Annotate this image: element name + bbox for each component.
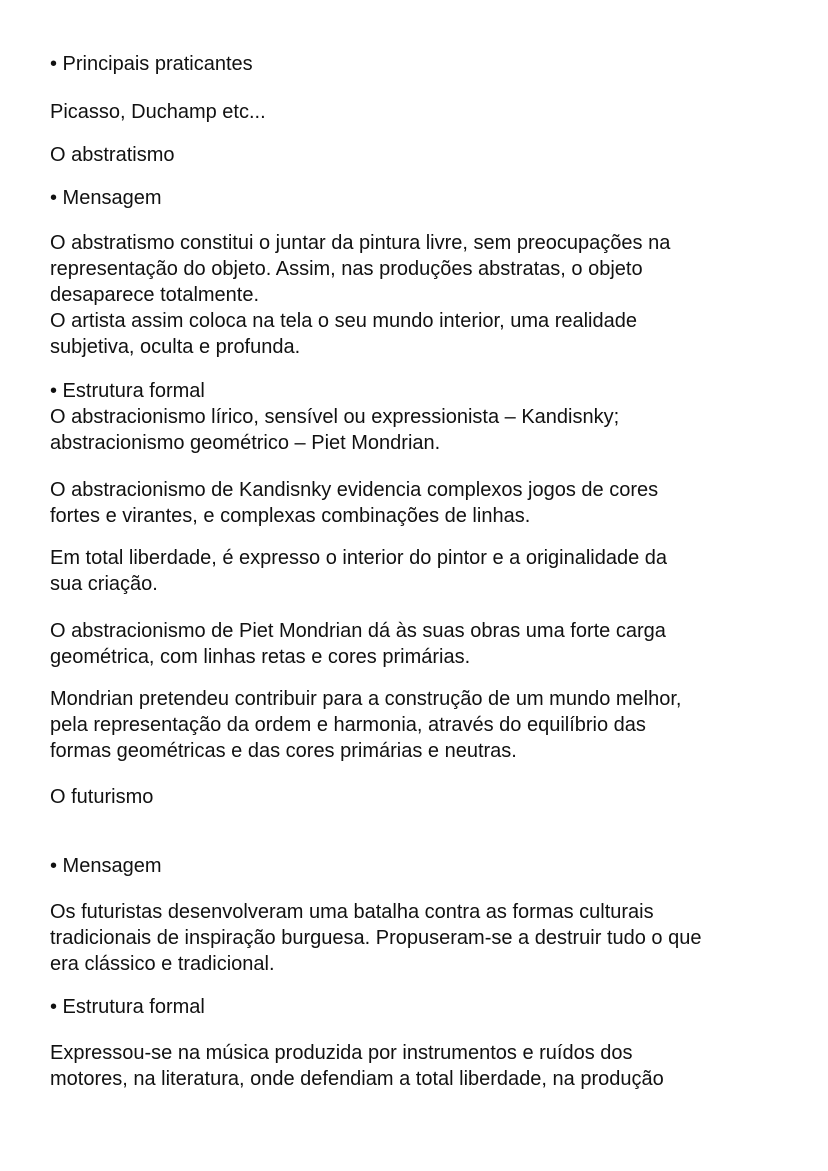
text-line: representação do objeto. Assim, nas produções abstratas, o objeto — [50, 258, 643, 280]
text-line: geométrica, com linhas retas e cores primárias. — [50, 646, 471, 668]
bullet-estrutura-formal-futurismo — [50, 994, 790, 1020]
text-line: • Mensagem — [50, 855, 162, 877]
text-line: Picasso, Duchamp etc... — [50, 101, 266, 123]
paragraph-estrutura-formal — [50, 378, 790, 456]
heading-text: O abstratismo — [50, 144, 175, 166]
paragraph-futurismo-estrutura — [50, 1040, 790, 1092]
text-line: tradicionais de inspiração burguesa. Propuseram-se a destruir tudo o que — [50, 927, 702, 949]
text-line: sua criação. — [50, 573, 158, 595]
text-line: • Principais praticantes — [50, 53, 253, 75]
text-line: O abstracionismo lírico, sensível ou expressionista – Kandisnky; — [50, 406, 620, 428]
paragraph-abstratismo-mensagem — [50, 230, 790, 360]
paragraph-futurismo-mensagem — [50, 899, 790, 977]
section-heading-abstratismo — [50, 142, 790, 168]
text-line: • Mensagem — [50, 187, 162, 209]
text-line: desaparece totalmente. — [50, 284, 260, 306]
paragraph-kandisnky — [50, 477, 790, 529]
text-line: subjetiva, oculta e profunda. — [50, 336, 301, 358]
text-line: pela representação da ordem e harmonia, através do equilíbrio das — [50, 714, 646, 736]
bullet-mensagem-futurismo — [50, 853, 790, 879]
heading-text: O futurismo — [50, 786, 154, 808]
text-line: Mondrian pretendeu contribuir para a construção de um mundo melhor, — [50, 688, 682, 710]
paragraph-liberdade — [50, 545, 790, 597]
practitioners-text — [50, 99, 790, 125]
text-line: abstracionismo geométrico – Piet Mondrian. — [50, 432, 441, 454]
bullet-principais-praticantes — [50, 51, 790, 77]
text-line: O abstracionismo de Piet Mondrian dá às suas obras uma forte carga — [50, 620, 666, 642]
section-heading-futurismo — [50, 784, 790, 810]
text-line: • Estrutura formal — [50, 996, 205, 1018]
bullet-mensagem — [50, 185, 790, 211]
paragraph-mondrian — [50, 618, 790, 670]
paragraph-mondrian-mundo — [50, 686, 790, 764]
text-line: O abstracionismo de Kandisnky evidencia complexos jogos de cores — [50, 479, 659, 501]
text-line: • Estrutura formal — [50, 380, 205, 402]
text-line: era clássico e tradicional. — [50, 953, 275, 975]
text-line: formas geométricas e das cores primárias e neutras. — [50, 740, 517, 762]
text-line: O abstratismo constitui o juntar da pintura livre, sem preocupações na — [50, 232, 671, 254]
text-line: O artista assim coloca na tela o seu mundo interior, uma realidade — [50, 310, 637, 332]
text-line: fortes e virantes, e complexas combinações de linhas. — [50, 505, 531, 527]
text-line: Os futuristas desenvolveram uma batalha contra as formas culturais — [50, 901, 654, 923]
text-line: Expressou-se na música produzida por instrumentos e ruídos dos — [50, 1042, 633, 1064]
text-line: Em total liberdade, é expresso o interior do pintor e a originalidade da — [50, 547, 668, 569]
text-line: motores, na literatura, onde defendiam a total liberdade, na produção — [50, 1068, 664, 1090]
